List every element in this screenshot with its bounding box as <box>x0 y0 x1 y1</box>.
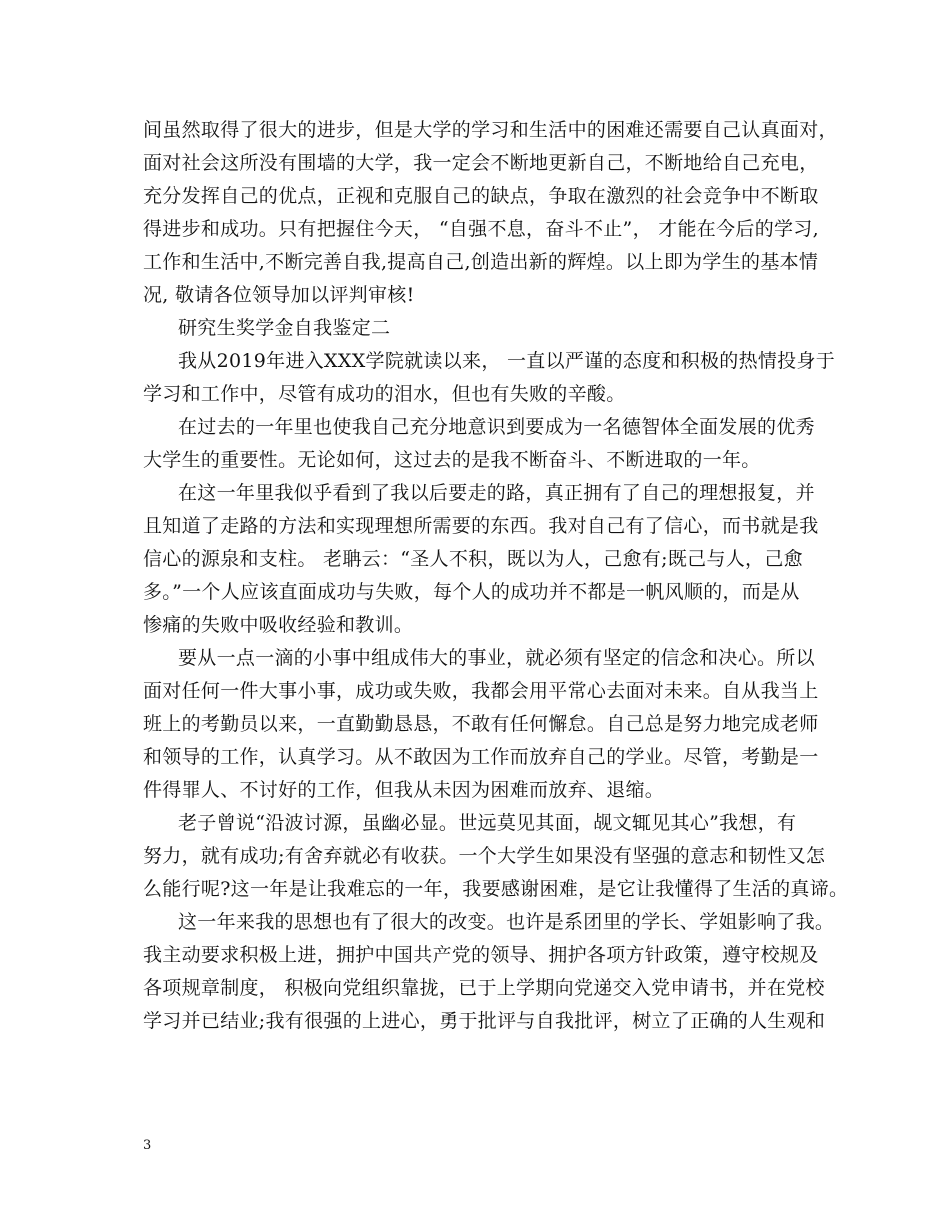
text-line: 面对社会这所没有围墙的大学，我一定会不断地更新自己，不断地给自己充电， <box>143 152 819 174</box>
text-line: 我主动要求积极上进，拥护中国共产党的领导、拥护各项方针政策，遵守校规及 <box>143 944 819 966</box>
text-line: 间虽然取得了很大的进步，但是大学的学习和生活中的困难还需要自己认真面对， <box>143 119 838 141</box>
text-line: 惨痛的失败中吸收经验和教训。 <box>143 614 414 636</box>
text-line: 且知道了走路的方法和实现理想所需要的东西。我对自己有了信心，而书就是我 <box>143 515 819 537</box>
text-line: 各项规章制度， 积极向党组织靠拢，已于上学期向党递交入党申请书，并在党校 <box>143 977 825 999</box>
text-line: 件得罪人、不讨好的工作，但我从未因为困难而放弃、退缩。 <box>143 779 665 801</box>
text-line: 学习和工作中，尽管有成功的泪水，但也有失败的辛酸。 <box>143 383 626 405</box>
text-line: 班上的考勤员以来，一直勤勤恳恳，不敢有任何懈怠。自己总是努力地完成老师 <box>143 713 819 735</box>
text-line: 大学生的重要性。无论如何，这过去的是我不断奋斗、不断进取的一年。 <box>143 449 761 471</box>
text-line: 充分发挥自己的优点，正视和克服自己的缺点，争取在激烈的社会竞争中不断取 <box>143 185 819 207</box>
text-line: 和领导的工作，认真学习。从不敢因为工作而放弃自己的学业。尽管，考勤是一 <box>143 746 819 768</box>
text-line: 工作和生活中,不断完善自我,提高自己,创造出新的辉煌。以上即为学生的基本情 <box>143 251 819 273</box>
text-line: 信心的源泉和支柱。 老聃云：“圣人不积，既以为人，己愈有;既己与人，己愈 <box>143 548 803 570</box>
section-heading: 研究生奖学金自我鉴定二 <box>178 317 391 339</box>
text-line: 要从一点一滴的小事中组成伟大的事业，就必须有坚定的信念和决心。所以 <box>178 647 815 669</box>
page-number: 3 <box>143 1138 152 1153</box>
text-line: 在过去的一年里也使我自己充分地意识到要成为一名德智体全面发展的优秀 <box>178 416 815 438</box>
text-line: 这一年来我的思想也有了很大的改变。也许是系团里的学长、学姐影响了我。 <box>178 911 835 933</box>
text-line: 面对任何一件大事小事，成功或失败，我都会用平常心去面对未来。自从我当上 <box>143 680 819 702</box>
text-line: 在这一年里我似乎看到了我以后要走的路，真正拥有了自己的理想报复，并 <box>178 482 815 504</box>
text-line: 得进步和成功。只有把握住今天， “自强不息，奋斗不止”， 才能在今后的学习, <box>143 218 819 240</box>
text-line: 么能行呢?这一年是让我难忘的一年，我要感谢困难，是它让我懂得了生活的真谛。 <box>143 878 849 900</box>
text-line: 况, 敬请各位领导加以评判审核! <box>143 284 415 306</box>
text-line: 我从2019年进入XXX学院就读以来， 一直以严谨的态度和积极的热情投身于 <box>178 350 836 372</box>
text-line: 努力，就有成功;有舍弃就必有收获。一个大学生如果没有坚强的意志和韧性又怎 <box>143 845 826 867</box>
text-line: 学习并已结业;我有很强的上进心，勇于批评与自我批评，树立了正确的人生观和 <box>143 1010 826 1032</box>
text-line: 老子曾说“沿波讨源，虽幽必显。世远莫见其面，觇文辄见其心”我想，有 <box>178 812 797 834</box>
text-line: 多。”一个人应该直面成功与失败，每个人的成功并不都是一帆风顺的，而是从 <box>143 581 800 603</box>
